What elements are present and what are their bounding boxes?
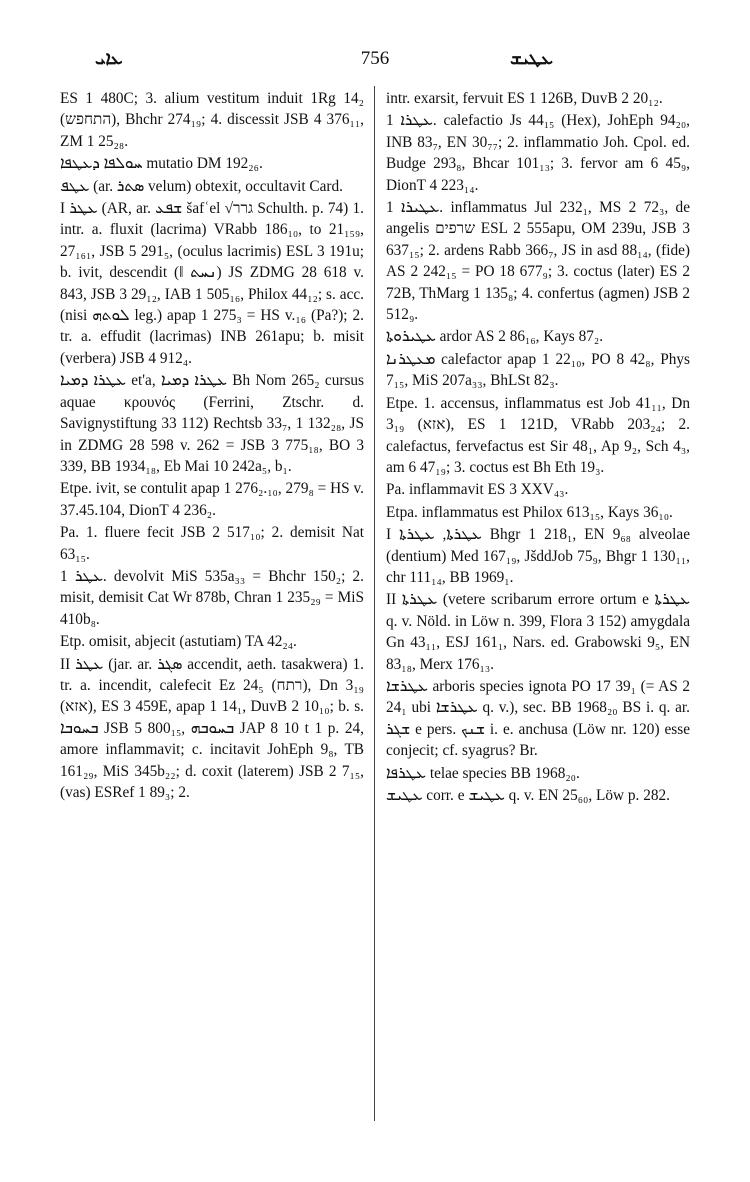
dictionary-entry: intr. exarsit, fervuit ES 1 126B, DuvB 2 20₁₂. <box>386 90 663 107</box>
running-head-right: ܥܛܝܫ <box>510 48 553 69</box>
dictionary-entry: ܥܛܪܐ ܕܡܝܐ et'a, ܥܛܪܐ ܕܡܝܐ Bh Nom 265₂ cursus aquae κρουνός (Ferrini, Ztschr. d. Savignystiftung 33 112) Rechtsb 33₇, 1 132₂₈, JS in ZDMG 28 598 v. 262 = JSB 3 775₁₈, BO 3 339, BB 1934₁₈, Eb Mai 10 242a₅, b₁. <box>60 372 365 475</box>
dictionary-entry: ܥܛܝܫ corr. e ܥܛܝܫ q. v. EN 25₆₀, Löw p. 282. <box>386 787 670 804</box>
dictionary-entry: ܥܛܪܐ 1. calefactio Js 44₁₅ (Hex), JohEph 94₂₀, INB 83₇, EN 30₇₇; 2. inflammatio Joh. Cpol. ed. Budge 293₈, Bhcar 101₁₃; 3. fervor am 6 45₉, DionT 4 223₁₄. <box>386 112 690 194</box>
dictionary-entry: I ܥܛܪܬܐ, ܥܛܪܬܐ Bhgr 1 218₁, EN 9₆₈ alveolae (dentium) Med 167₁₉, JšddJob 75₉, Bhgr 1 130₁₁, chr 111₁₄, BB 1969₁. <box>386 526 691 586</box>
dictionary-entry: ܡܥܛܪܢܐ calefactor apap 1 22₁₀, PO 8 42₈, Phys 7₁₅, MiS 207a₃₃, BhLSt 82₃. <box>386 350 690 390</box>
dictionary-entry: Etpe. 1. accensus, inflammatus est Job 41₁₁, Dn 3₁₉ (אזא), ES 1 121D, VRabb 203₂₄; 2. calefactus, fervefactus est Sir 48₁, Ap 9₂, Sch 4₃, am 6 47₁₉; 3. coctus est Bh Eth 19₃. <box>386 394 691 476</box>
column-divider <box>374 86 375 1121</box>
left-column <box>60 88 364 804</box>
right-column <box>386 88 690 807</box>
dictionary-entry: II ܥܛܪܬܐ (vetere scribarum errore ortum e ܥܛܪܬܐ q. v. Nöld. in Löw n. 399, Flora 3 152) amygdala Gn 43₁₁, ESJ 161₁, Nars. ed. Grabowski 9₅, EN 83₁₈, Merx 176₁₃. <box>386 591 691 673</box>
dictionary-entry: ܥܛܝܪܘܬܐ ardor AS 2 86₁₆, Kays 87₂. <box>386 328 604 346</box>
dictionary-entry: ܚܘܠܦܐ ܕܥܛܦܐ mutatio DM 192₂₆. <box>60 155 263 173</box>
dictionary-entry: ܥܛܝܪܐ 1. inflammatus Jul 232₁, MS 2 72₃, de angelis שרפים ESL 2 555apu, OM 239u, JSB 3 637₁₅; 2. ardens Rabb 366₇, JS in asd 88₁₄, (fide) AS 2 242₁₅ = PO 18 677₉; 3. coctus (later) ES 2 72B, ThMarg 1 135₈; 4. confertus (agmen) JSB 2 512₉. <box>386 199 690 324</box>
page-number: 756 <box>360 48 390 69</box>
page-header <box>0 48 750 72</box>
dictionary-entry: II ܥܛܪ (jar. ar. ܣܓܪ accendit, aeth. tasakwera) 1. tr. a. incendit, calefecit Ez 24₅ (רתח), Dn 3₁₉ (אזא), ES 3 459E, apap 1 14₁, DuvB 2 10₁₀; b. s. ܒܚܘܒܐ JSB 5 800₁₅, ܒܚܘܒܗ JAP 8 10 t 1 p. 24, amore inflammavit; c. incitavit JohEph 9₈, TB 161₂₉, MiS 345b₂₂; d. coxit (laterem) JSB 2 7₁₅, (vas) ESRef 1 89₃; 2. <box>60 655 365 801</box>
dictionary-entry: Pa. 1. fluere fecit JSB 2 517₁₀; 2. demisit Nat 63₁₅. <box>60 524 364 563</box>
dictionary-entry: ܥܛܪ 1. devolvit MiS 535a₃₃ = Bhchr 150₂; 2. misit, demisit Cat Wr 878b, Chran 1 235₂₉ = MiS 410b₈. <box>60 567 364 628</box>
dictionary-entry: Etpe. ivit, se contulit apap 1 276₂.₁₀, 279₈ = HS v. 37.45.104, DionT 4 236₂. <box>60 480 364 519</box>
dictionary-entry: I ܥܛܪ (AR, ar. ܫܦܥ šafʿel √גרר Schulth. p. 74) 1. intr. a. fluxit (lacrima) VRabb 186₁₀, to 21₁₅₉, 27₁₆₁, JSB 5 291₅, (oculus lacrimis) ESL 3 191u; b. ivit, descendit (‖ ܢܚܬ) JS ZDMG 28 618 v. 843, JSB 3 29₁₂, IAB 1 505₁₆, Philox 44₁₂; s. acc. (nisi ܠܘܬܗ leg.) apap 1 275₃ = HS v.₁₆ (Pa?); 2. tr. a. effudit (lacrimas) INB 261apu; b. misit (verbera) JSB 4 912₄. <box>60 200 365 367</box>
running-head-left: ܥܐܝ <box>95 48 123 69</box>
dictionary-entry: ܥܛܪܦܐ telae species BB 1968₂₀. <box>386 764 580 782</box>
dictionary-entry: ES 1 480C; 3. alium vestitum induit 1Rg 14₂ (התחפש), Bhchr 274₁₉; 4. discessit JSB 4 376₁₁, ZM 1 25₂₈. <box>60 90 364 150</box>
dictionary-entry: Etpa. inflammatus est Philox 613₁₅, Kays 36₁₀. <box>386 503 673 521</box>
dictionary-entry: Etp. omisit, abjecit (astutiam) TA 42₂₄. <box>60 633 297 651</box>
dictionary-entry: ܥܛܪܫܐ arboris species ignota PO 17 39₁ (= AS 2 24₁ ubi ܥܛܪܫܐ q. v.), sec. BB 1968₂₀ BS i. q. ar. ܫܓܪ e pers. ܫܢܟ i. e. anchusa (Löw nr. 120) esse conjecit; cf. syagrus? Br. <box>386 677 690 760</box>
dictionary-entry: ܥܛܦ (ar. ܣܬܪ velum) obtexit, occultavit Card. <box>60 177 343 195</box>
dictionary-entry: Pa. inflammavit ES 3 XXV₄₃. <box>386 481 569 499</box>
